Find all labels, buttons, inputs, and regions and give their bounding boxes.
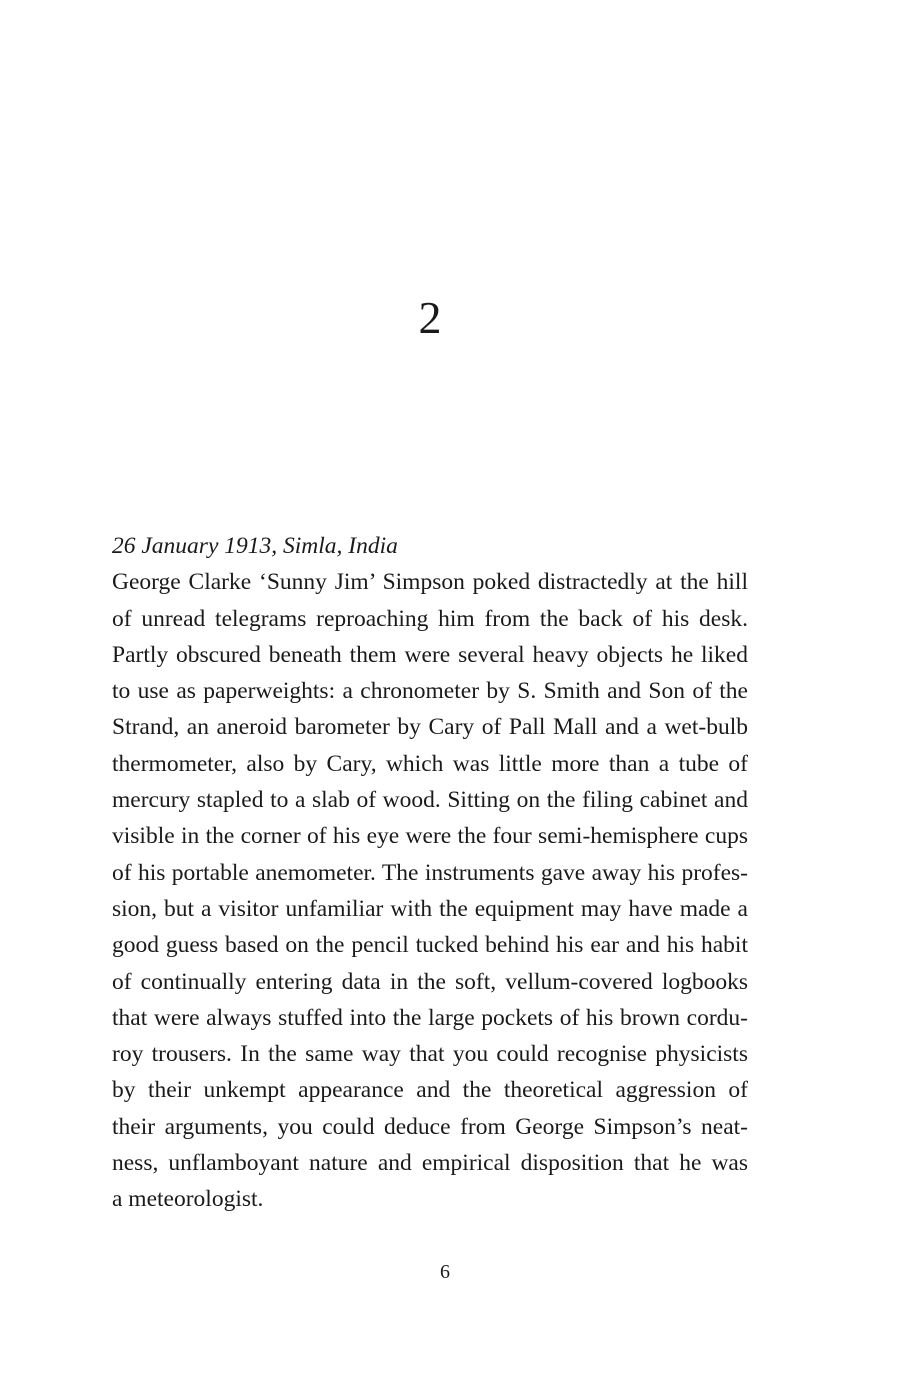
text-line: a meteorologist. [112,1186,264,1213]
text-line: that were always stuffed into the large pockets of his brown cordu- [112,1004,748,1031]
page-number: 6 [440,1261,450,1283]
text-line: sion, but a visitor unfamiliar with the equipment may have made a [112,895,748,922]
text-line: ness, unflamboyant nature and empirical disposition that he was [112,1150,748,1177]
text-line: thermometer, also by Cary, which was little more than a tube of [112,750,748,777]
text-line: by their unkempt appearance and the theoretical aggression of [112,1077,748,1104]
text-line: roy trousers. In the same way that you could recognise physicists [112,1041,748,1068]
text-line: Strand, an aneroid barometer by Cary of Pall Mall and a wet-bulb [112,714,748,741]
text-line: mercury stapled to a slab of wood. Sitting on the filing cabinet and [112,787,748,814]
dateline: 26 January 1913, Simla, India [112,533,398,559]
text-line: Partly obscured beneath them were several heavy objects he liked [112,641,748,668]
text-line: George Clarke ‘Sunny Jim’ Simpson poked distractedly at the hill [112,569,748,596]
text-line: good guess based on the pencil tucked behind his ear and his habit [112,932,748,959]
text-line: their arguments, you could deduce from George Simpson’s neat- [112,1113,748,1140]
text-line: to use as paperweights: a chronometer by S. Smith and Son of the [112,678,748,705]
text-line: visible in the corner of his eye were the four semi-hemisphere cups [112,823,748,850]
text-line: of continually entering data in the soft, vellum-covered logbooks [112,968,748,995]
text-line: of unread telegrams reproaching him from the back of his desk. [112,605,748,632]
chapter-body [112,528,748,1218]
body-paragraph [112,564,748,1217]
text-line: of his portable anemometer. The instruments gave away his profes- [112,859,748,886]
chapter-number: 2 [418,292,442,343]
